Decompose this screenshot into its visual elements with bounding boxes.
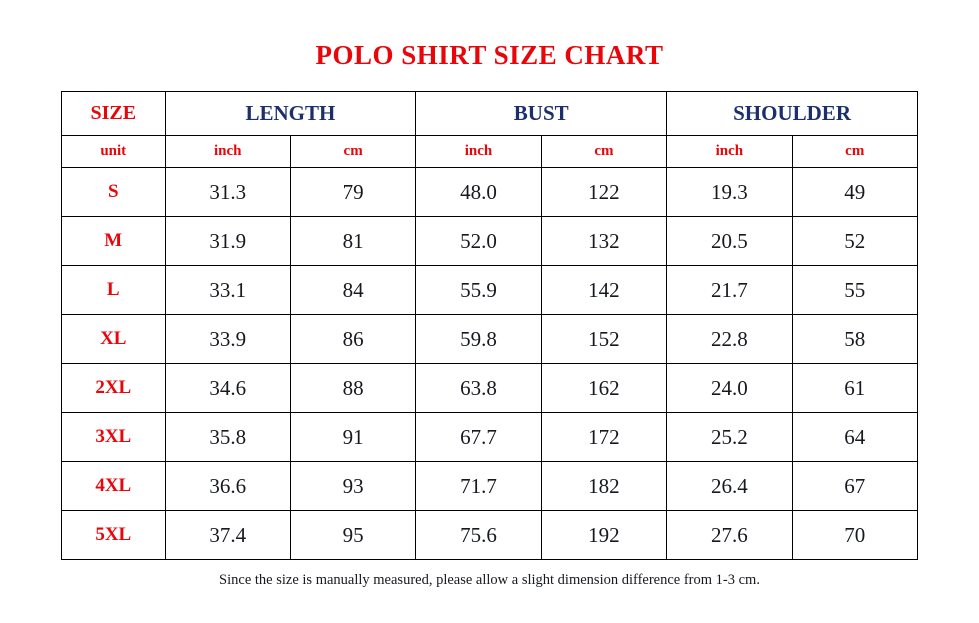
cell-bust-inch: 55.9 xyxy=(416,266,541,315)
header-length-cm: cm xyxy=(290,136,415,168)
size-chart-table xyxy=(61,91,918,560)
header-shoulder-inch: inch xyxy=(667,136,792,168)
cell-length-cm: 91 xyxy=(290,413,415,462)
table-header-unit-row xyxy=(62,136,918,168)
cell-size: L xyxy=(62,266,166,315)
header-size: SIZE xyxy=(62,92,166,136)
cell-bust-inch: 48.0 xyxy=(416,168,541,217)
header-shoulder: SHOULDER xyxy=(667,92,918,136)
cell-shoulder-cm: 61 xyxy=(792,364,917,413)
cell-length-inch: 31.9 xyxy=(165,217,290,266)
cell-length-cm: 95 xyxy=(290,511,415,560)
cell-length-inch: 35.8 xyxy=(165,413,290,462)
header-shoulder-cm: cm xyxy=(792,136,917,168)
cell-shoulder-inch: 19.3 xyxy=(667,168,792,217)
table-row xyxy=(62,217,918,266)
cell-length-cm: 88 xyxy=(290,364,415,413)
table-header-group-row xyxy=(62,92,918,136)
cell-length-inch: 31.3 xyxy=(165,168,290,217)
header-bust-cm: cm xyxy=(541,136,666,168)
cell-bust-cm: 162 xyxy=(541,364,666,413)
cell-length-inch: 33.9 xyxy=(165,315,290,364)
table-row xyxy=(62,511,918,560)
header-bust: BUST xyxy=(416,92,667,136)
cell-shoulder-cm: 49 xyxy=(792,168,917,217)
cell-length-inch: 34.6 xyxy=(165,364,290,413)
cell-length-cm: 93 xyxy=(290,462,415,511)
cell-shoulder-cm: 55 xyxy=(792,266,917,315)
cell-bust-cm: 152 xyxy=(541,315,666,364)
cell-length-cm: 86 xyxy=(290,315,415,364)
header-bust-inch: inch xyxy=(416,136,541,168)
cell-shoulder-inch: 24.0 xyxy=(667,364,792,413)
cell-shoulder-cm: 70 xyxy=(792,511,917,560)
cell-shoulder-inch: 22.8 xyxy=(667,315,792,364)
measurement-disclaimer: Since the size is manually measured, please allow a slight dimension difference from 1-3 cm. xyxy=(219,572,760,588)
cell-length-inch: 33.1 xyxy=(165,266,290,315)
header-length-inch: inch xyxy=(165,136,290,168)
table-row xyxy=(62,266,918,315)
cell-bust-cm: 172 xyxy=(541,413,666,462)
cell-shoulder-cm: 58 xyxy=(792,315,917,364)
header-length: LENGTH xyxy=(165,92,416,136)
table-row xyxy=(62,168,918,217)
cell-shoulder-cm: 64 xyxy=(792,413,917,462)
cell-size: 3XL xyxy=(62,413,166,462)
cell-size: XL xyxy=(62,315,166,364)
cell-bust-cm: 132 xyxy=(541,217,666,266)
cell-bust-cm: 122 xyxy=(541,168,666,217)
cell-shoulder-inch: 21.7 xyxy=(667,266,792,315)
cell-shoulder-inch: 26.4 xyxy=(667,462,792,511)
cell-bust-inch: 75.6 xyxy=(416,511,541,560)
cell-bust-cm: 182 xyxy=(541,462,666,511)
cell-size: 4XL xyxy=(62,462,166,511)
table-row xyxy=(62,364,918,413)
table-row xyxy=(62,462,918,511)
cell-bust-inch: 67.7 xyxy=(416,413,541,462)
cell-length-inch: 36.6 xyxy=(165,462,290,511)
cell-shoulder-cm: 67 xyxy=(792,462,917,511)
cell-bust-cm: 142 xyxy=(541,266,666,315)
page-title: POLO SHIRT SIZE CHART xyxy=(315,40,664,70)
cell-size: S xyxy=(62,168,166,217)
cell-bust-inch: 52.0 xyxy=(416,217,541,266)
cell-bust-inch: 59.8 xyxy=(416,315,541,364)
cell-shoulder-inch: 27.6 xyxy=(667,511,792,560)
cell-length-inch: 37.4 xyxy=(165,511,290,560)
cell-bust-inch: 63.8 xyxy=(416,364,541,413)
cell-size: 2XL xyxy=(62,364,166,413)
size-chart-table-container xyxy=(61,91,918,589)
cell-shoulder-inch: 25.2 xyxy=(667,413,792,462)
cell-bust-cm: 192 xyxy=(541,511,666,560)
header-unit: unit xyxy=(62,136,166,168)
cell-length-cm: 81 xyxy=(290,217,415,266)
cell-size: 5XL xyxy=(62,511,166,560)
cell-shoulder-cm: 52 xyxy=(792,217,917,266)
cell-shoulder-inch: 20.5 xyxy=(667,217,792,266)
cell-length-cm: 84 xyxy=(290,266,415,315)
table-row xyxy=(62,315,918,364)
cell-bust-inch: 71.7 xyxy=(416,462,541,511)
cell-length-cm: 79 xyxy=(290,168,415,217)
cell-size: M xyxy=(62,217,166,266)
table-row xyxy=(62,413,918,462)
